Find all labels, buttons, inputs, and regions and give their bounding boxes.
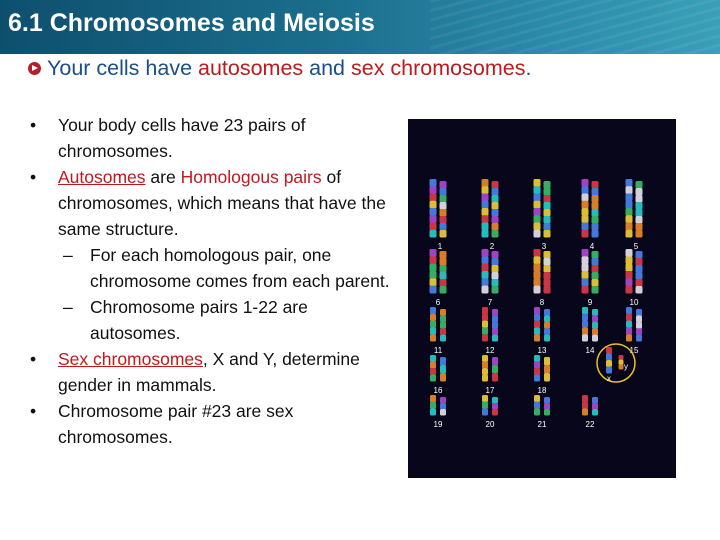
chromosome-number-label: 20 <box>485 420 495 429</box>
bullet-dot-icon: • <box>30 349 37 369</box>
chromosome-number-label: 10 <box>629 298 639 307</box>
bullet-text: of chromosomes, which means that have the same structure. <box>58 167 386 239</box>
chromosome-pair <box>482 307 498 342</box>
chromosome-number-label: 18 <box>537 386 547 395</box>
chromosome-pair <box>582 179 599 238</box>
chromosome-number-label: 17 <box>485 386 495 395</box>
bullet-dot-icon: • <box>30 401 37 421</box>
chromosome-number-label: 8 <box>539 298 545 307</box>
chromosome-pair <box>582 249 599 294</box>
chromosome-number-label: 13 <box>537 346 547 355</box>
subtitle-text-1: Your cells have <box>47 56 198 80</box>
sex-chromosome-highlight-circle <box>597 344 635 382</box>
chromosome-number-label: 11 <box>433 346 443 355</box>
bullet-dot-icon: • <box>30 167 37 187</box>
karyotype-image <box>408 119 676 478</box>
title-bar <box>0 0 720 54</box>
term-sex-chromosomes: Sex chromosomes <box>58 349 203 369</box>
chromosome-number-label: 15 <box>629 346 639 355</box>
chromosome-number-label: 2 <box>489 242 495 251</box>
chromosome-number-label: 14 <box>585 346 595 355</box>
subtitle-highlight-sex-chromosomes: sex chromosomes <box>351 56 526 80</box>
chromosome-pair <box>482 249 499 294</box>
bullet-text: Your body cells have 23 pairs of chromosomes. <box>58 115 306 161</box>
chromosome-pair <box>482 355 498 382</box>
sub-bullet-item <box>30 242 402 294</box>
bullet-text: are <box>145 167 181 187</box>
dash-bullet-icon: – <box>63 245 73 265</box>
sub-bullet-text: For each homologous pair, one chromosome comes from each parent. <box>90 245 390 291</box>
sex-chromosome-label: y <box>624 362 628 371</box>
chromosome-pair <box>582 395 598 416</box>
chromosome-pair <box>534 307 550 342</box>
chromosome-pair <box>430 249 447 294</box>
sub-bullet-item <box>30 294 402 346</box>
chromosome-pair <box>626 179 643 238</box>
chromosome-number-label: 5 <box>633 242 639 251</box>
chromosome-number-label: 6 <box>435 298 441 307</box>
bullet-item <box>30 398 402 450</box>
chromosome-pair <box>626 249 643 294</box>
bullet-item <box>30 164 402 242</box>
sex-chromosome-label: x <box>607 374 611 383</box>
chromosome-number-label: 1 <box>437 242 443 251</box>
bullet-list <box>30 112 402 450</box>
chromosome-pair <box>534 249 551 294</box>
sub-bullet-text: Chromosome pairs 1-22 are autosomes. <box>90 297 308 343</box>
chromosome-pair <box>482 395 498 416</box>
chromosome-number-label: 12 <box>485 346 495 355</box>
bullet-dot-icon: • <box>30 115 37 135</box>
chromosome-number-label: 4 <box>589 242 595 251</box>
chromosome-number-label: 9 <box>587 298 593 307</box>
subtitle-highlight-autosomes: autosomes <box>198 56 304 80</box>
slide-title: 6.1 Chromosomes and Meiosis <box>8 9 375 37</box>
term-homologous-pairs: Homologous pairs <box>180 167 322 187</box>
chromosome-number-label: 22 <box>585 420 595 429</box>
bullet-text: , X and Y, determine gender in mammals. <box>58 349 360 395</box>
term-autosomes: Autosomes <box>58 167 146 187</box>
chromosome-number-label: 21 <box>537 420 547 429</box>
chromosome-pair <box>534 179 551 238</box>
chromosome-number-label: 19 <box>433 420 443 429</box>
chromosome-pair <box>430 307 446 342</box>
chromosome-pair <box>534 355 550 382</box>
chromosome-pair <box>430 179 447 238</box>
chromosome-number-label: 16 <box>433 386 443 395</box>
chromosome-pair <box>430 395 446 416</box>
slide-subtitle <box>28 56 531 82</box>
sex-chromosomes <box>606 347 624 374</box>
subtitle-text-2: and <box>303 56 351 80</box>
bullet-item <box>30 346 402 398</box>
subtitle-text-3: . <box>525 56 532 80</box>
bullet-item <box>30 112 402 164</box>
dash-bullet-icon: – <box>63 297 73 317</box>
chromosome-pair <box>582 307 598 342</box>
arrow-bullet-icon <box>28 62 41 75</box>
chromosome-number-label: 7 <box>487 298 493 307</box>
chromosome-pair <box>626 307 642 342</box>
chromosome-number-label: 3 <box>541 242 547 251</box>
chromosome-pair <box>534 395 550 416</box>
chromosome-pair <box>430 355 446 382</box>
karyotype-graphic <box>408 119 676 478</box>
bullet-text: Chromosome pair #23 are sex chromosomes. <box>58 401 294 447</box>
chromosome-pair <box>482 179 499 238</box>
